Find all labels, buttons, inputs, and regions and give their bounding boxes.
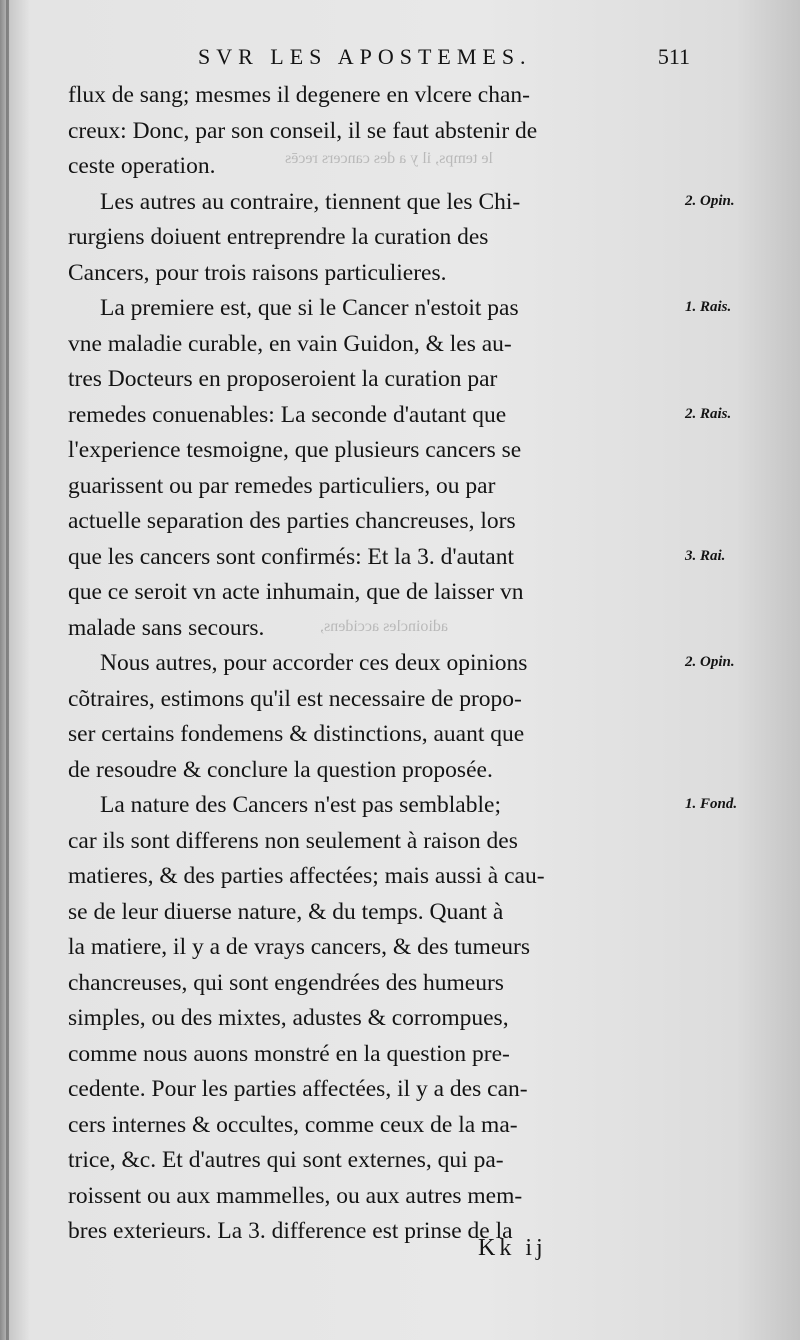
- text-line: cers internes & occultes, comme ceux de la ma-: [68, 1111, 518, 1138]
- text-line: Nous autres, pour accorder ces deux opinions: [100, 650, 528, 676]
- text-line: La nature des Cancers n'est pas semblable;: [100, 792, 501, 818]
- text-line: matieres, & des parties affectées; mais aussi à cau-: [68, 863, 545, 889]
- text-line: ceste operation.: [68, 153, 216, 179]
- text-line: guarissent ou par remedes particuliers, ou par: [68, 472, 496, 499]
- margin-note: 1. Rais.: [685, 299, 732, 315]
- text-line: ser certains fondemens & distinctions, auant que: [68, 721, 525, 747]
- text-line: rurgiens doiuent entreprendre la curation des: [68, 224, 489, 250]
- margin-note: 3. Rai.: [685, 547, 726, 564]
- text-line: chancreuses, qui sont engendrées des humeurs: [68, 969, 504, 996]
- margin-note: 2. Opin.: [685, 654, 735, 670]
- page-header: [130, 44, 690, 74]
- text-line: de resoudre & conclure la question proposée.: [68, 756, 493, 783]
- text-line: cõtraires, estimons qu'il est necessaire de propo-: [68, 685, 522, 712]
- page-number: 511: [657, 44, 690, 69]
- margin-note: 1. Fond.: [685, 796, 738, 812]
- text-line: la matiere, il y a de vrays cancers, & des tumeurs: [68, 934, 530, 960]
- text-line: bres exterieurs. La 3. difference est prinse de la: [68, 1218, 513, 1244]
- text-line: que ce seroit vn acte inhumain, que de laisser vn: [68, 579, 524, 605]
- bleed-through-text: adioincles accidens,: [320, 618, 448, 635]
- text-line: car ils sont differens non seulement à raison des: [68, 827, 518, 854]
- running-title: SVR LES APOSTEMES.: [198, 44, 532, 69]
- margin-note: 2. Rais.: [685, 405, 732, 422]
- text-line: malade sans secours.: [68, 614, 265, 641]
- text-line: que les cancers sont confirmés: Et la 3. d'autant: [68, 543, 515, 570]
- text-line: flux de sang; mesmes il degenere en vlcere chan-: [68, 82, 530, 108]
- page-gutter: [6, 0, 9, 1340]
- text-line: trice, &c. Et d'autres qui sont externes, qui pa-: [68, 1147, 504, 1173]
- text-line: La premiere est, que si le Cancer n'estoit pas: [100, 295, 519, 321]
- text-line: tres Docteurs en proposeroient la curation par: [68, 366, 498, 392]
- text-line: comme nous auons monstré en la question pre-: [68, 1040, 510, 1067]
- text-line: actuelle separation des parties chancreuses, lors: [68, 508, 516, 534]
- text-line: simples, ou des mixtes, adustes & corrompues,: [68, 1005, 509, 1031]
- text-line: Cancers, pour trois raisons particulieres.: [68, 259, 447, 286]
- text-line: creux: Donc, par son conseil, il se faut abstenir de: [68, 117, 538, 144]
- text-line: vne maladie curable, en vain Guidon, & les au-: [68, 330, 512, 357]
- text-line: remedes conuenables: La seconde d'autant que: [68, 401, 507, 428]
- margin-note: 2. Opin.: [685, 192, 735, 209]
- body-text: [68, 78, 680, 1250]
- bleed-through-text: le temps, il y a des cancers recēs: [285, 150, 493, 167]
- text-line: cedente. Pour les parties affectées, il y a des can-: [68, 1076, 528, 1102]
- text-line: roissent ou aux mammelles, ou aux autres mem-: [68, 1182, 523, 1209]
- text-line: l'experience tesmoigne, que plusieurs cancers se: [68, 437, 522, 463]
- signature-mark: Kk ij: [478, 1235, 547, 1261]
- text-line: Les autres au contraire, tiennent que les Chi-: [100, 188, 521, 215]
- text-line: se de leur diuerse nature, & du temps. Quant à: [68, 898, 504, 925]
